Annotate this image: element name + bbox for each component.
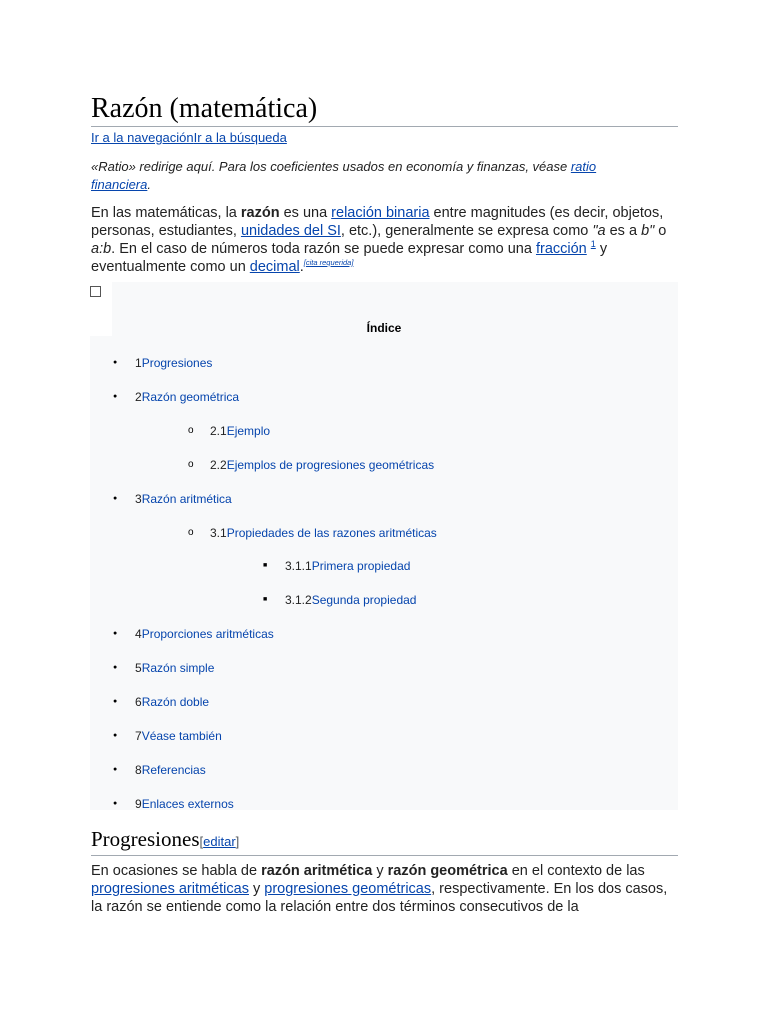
toc-entry — [135, 492, 232, 506]
section-heading-text: Progresiones — [91, 827, 200, 851]
toc-bullet: ■ — [263, 562, 268, 569]
intro-text: es una — [279, 205, 332, 221]
toc-entry — [135, 661, 214, 675]
page-title: Razón (matemática) — [91, 92, 678, 127]
toc-bullet: ● — [113, 495, 118, 502]
toc-entry — [135, 797, 234, 811]
intro-term-razon: razón — [240, 205, 280, 221]
toc-title: Índice — [366, 321, 402, 335]
toc-entry-link[interactable]: Segunda propiedad — [311, 593, 417, 607]
toc-entry-number: 1 — [135, 356, 142, 370]
toc-bullet: ● — [113, 698, 118, 705]
citation-needed-link[interactable]: [cita requerida] — [303, 258, 354, 268]
toc-entry-link[interactable]: Proporciones aritméticas — [141, 627, 274, 641]
toc-bullet: ● — [113, 393, 118, 400]
toc-bullet: o — [188, 459, 194, 470]
toc-bullet: ● — [113, 732, 118, 739]
link-progresiones-geometricas[interactable]: progresiones geométricas — [264, 881, 432, 897]
toc-entry-number: 6 — [135, 695, 142, 709]
jump-to-navigation-link[interactable]: Ir a la navegación — [91, 130, 194, 145]
toc-toggle-checkbox[interactable] — [90, 286, 101, 297]
toc-bullet: ● — [113, 800, 118, 807]
toc-entry-number: 2.2 — [210, 458, 227, 472]
hatnote — [91, 158, 651, 194]
toc-bullet: o — [188, 527, 194, 538]
toc-entry-link[interactable]: Referencias — [141, 763, 206, 777]
paragraph-text: y — [372, 863, 388, 879]
edit-bracket: ] — [235, 834, 240, 849]
intro-text: , etc.), generalmente se expresa como — [340, 223, 593, 239]
toc-entry-number: 2.1 — [210, 424, 227, 438]
term-razon-geometrica: razón geométrica — [387, 863, 508, 879]
intro-text: entre magnitudes (es decir, objetos, personas, estudiantes, — [91, 205, 664, 239]
edit-section-link[interactable]: editar — [203, 834, 236, 849]
paragraph-text: En ocasiones se habla de — [91, 863, 262, 879]
toc-entry-number: 9 — [135, 797, 142, 811]
toc-bullet: o — [188, 425, 194, 436]
toc-entry — [135, 390, 239, 404]
toc-entry-link[interactable]: Razón doble — [141, 695, 210, 709]
section-paragraph — [91, 862, 671, 916]
hatnote-end: . — [147, 177, 151, 192]
intro-text: y eventualmente como un — [91, 241, 608, 275]
toc-entry-link[interactable]: Propiedades de las razones aritméticas — [226, 526, 437, 540]
toc-entry-number: 5 — [135, 661, 142, 675]
toc-entry-link[interactable]: Ejemplos de progresiones geométricas — [226, 458, 435, 472]
intro-italic: b" — [641, 223, 655, 239]
intro-italic: "a — [592, 223, 606, 239]
intro-text: . — [299, 259, 304, 275]
toc-entry — [135, 763, 206, 777]
toc-entry — [285, 559, 410, 573]
link-decimal[interactable]: decimal — [249, 259, 300, 275]
toc-entry — [285, 593, 416, 607]
toc-entry-number: 3 — [135, 492, 142, 506]
toc-entry-number: 3.1.2 — [285, 593, 312, 607]
toc-entry — [135, 356, 212, 370]
toc-bullet: ● — [113, 664, 118, 671]
section-edit — [200, 834, 240, 849]
toc-entry-link[interactable]: Progresiones — [141, 356, 213, 370]
toc-entry-number: 3.1 — [210, 526, 227, 540]
hatnote-text: «Ratio» redirige aquí. Para los coeficientes usados en economía y finanzas, véase — [91, 159, 571, 174]
link-relacion-binaria[interactable]: relación binaria — [331, 205, 430, 221]
intro-text: o — [654, 223, 667, 239]
toc-entry-link[interactable]: Enlaces externos — [141, 797, 234, 811]
toc-entry — [135, 729, 222, 743]
toc-entry — [210, 526, 437, 540]
term-razon-aritmetica: razón aritmética — [261, 863, 373, 879]
toc-entry — [135, 695, 209, 709]
hatnote-link-ratio-financiera[interactable]: ratio financiera — [91, 159, 597, 192]
link-unidades-del-si[interactable]: unidades del SI — [240, 223, 341, 239]
toc-entry-number: 2 — [135, 390, 142, 404]
paragraph-text: , respectivamente. En los dos casos, la razón se entiende como la relación entre dos términos consecutivos de la — [91, 881, 668, 915]
toc-entry — [210, 458, 434, 472]
toc-entry-link[interactable]: Razón aritmética — [141, 492, 232, 506]
intro-text: es a — [605, 223, 642, 239]
toc-entry-number: 4 — [135, 627, 142, 641]
toc-entry — [135, 627, 274, 641]
edit-bracket: [ — [199, 834, 204, 849]
toc-entry — [210, 424, 270, 438]
link-progresiones-aritmeticas[interactable]: progresiones aritméticas — [91, 881, 249, 897]
paragraph-text: en el contexto de las — [507, 863, 645, 879]
intro-text: En las matemáticas, la — [91, 205, 241, 221]
toc-bullet: ■ — [263, 596, 268, 603]
toc-entry-number: 3.1.1 — [285, 559, 312, 573]
toc-bullet: ● — [113, 766, 118, 773]
toc-bullet: ● — [113, 630, 118, 637]
toc-bullet: ● — [113, 359, 118, 366]
toc-entry-link[interactable]: Primera propiedad — [311, 559, 411, 573]
toc-entry-link[interactable]: Véase también — [141, 729, 222, 743]
jump-links — [91, 130, 287, 146]
toc-entry-number: 7 — [135, 729, 142, 743]
reference-link-1[interactable]: 1 — [590, 239, 596, 250]
paragraph-text: y — [248, 881, 265, 897]
toc-entry-link[interactable]: Razón geométrica — [141, 390, 240, 404]
intro-paragraph — [91, 204, 671, 276]
intro-text: . En el caso de números toda razón se puede expresar como una — [111, 241, 536, 257]
toc-entry-number: 8 — [135, 763, 142, 777]
link-fraccion[interactable]: fracción — [535, 241, 587, 257]
toc-entry-link[interactable]: Razón simple — [141, 661, 215, 675]
jump-to-search-link[interactable]: Ir a la búsqueda — [193, 130, 287, 145]
toc-entry-link[interactable]: Ejemplo — [226, 424, 271, 438]
section-heading-progresiones — [91, 826, 678, 856]
intro-italic: a:b — [91, 241, 112, 257]
